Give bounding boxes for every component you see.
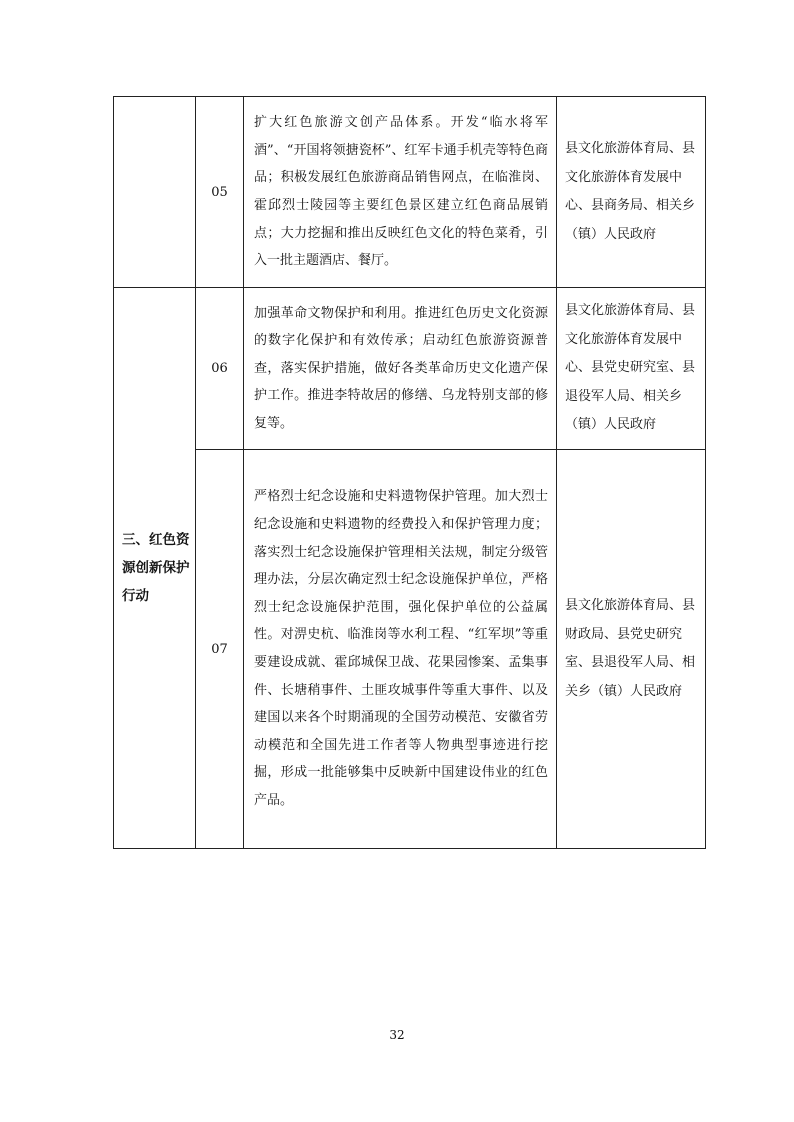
action-content: 扩大红色旅游文创产品体系。开发“临水将军酒”、“开国将领搪瓷杯”、红军卡通手机壳等特色商品；积极发展红色旅游商品销售网点，在临淮岗、霍邱烈士陵园等主要红色景区建立红色商品展销点；大力挖掘和推出反映红色文化的特色菜肴，引入一批主题酒店、餐厅。 bbox=[244, 97, 557, 288]
category-cell-empty bbox=[114, 97, 196, 288]
action-table bbox=[113, 96, 706, 849]
row-number: 06 bbox=[196, 288, 244, 450]
category-label: 三、红色资源创新保护行动 bbox=[114, 288, 196, 849]
row-number: 05 bbox=[196, 97, 244, 288]
table-row bbox=[114, 97, 706, 288]
table-row bbox=[114, 288, 706, 450]
responsible-departments: 县文化旅游体育局、县财政局、县党史研究室、县退役军人局、相关乡（镇）人民政府 bbox=[557, 450, 706, 849]
action-content: 加强革命文物保护和利用。推进红色历史文化资源的数字化保护和有效传承；启动红色旅游资源普查，落实保护措施，做好各类革命历史文化遗产保护工作。推进李特故居的修缮、乌龙特别支部的修复等。 bbox=[244, 288, 557, 450]
page-number: 32 bbox=[389, 1028, 405, 1042]
row-number: 07 bbox=[196, 450, 244, 849]
table-row bbox=[114, 450, 706, 849]
responsible-departments: 县文化旅游体育局、县文化旅游体育发展中心、县党史研究室、县退役军人局、相关乡（镇）人民政府 bbox=[557, 288, 706, 450]
responsible-departments: 县文化旅游体育局、县文化旅游体育发展中心、县商务局、相关乡（镇）人民政府 bbox=[557, 97, 706, 288]
action-content: 严格烈士纪念设施和史料遗物保护管理。加大烈士纪念设施和史料遗物的经费投入和保护管理力度；落实烈士纪念设施保护管理相关法规，制定分级管理办法，分层次确定烈士纪念设施保护单位，严格烈士纪念设施保护范围，强化保护单位的公益属性。对淠史杭、临淮岗等水利工程、“红军坝”等重要建设成就、霍邱城保卫战、花果园惨案、孟集事件、长塘稍事件、土匪攻城事件等重大事件、以及建国以来各个时期涌现的全国劳动模范、安徽省劳动模范和全国先进工作者等人物典型事迹进行挖掘，形成一批能够集中反映新中国建设伟业的红色产品。 bbox=[244, 450, 557, 849]
